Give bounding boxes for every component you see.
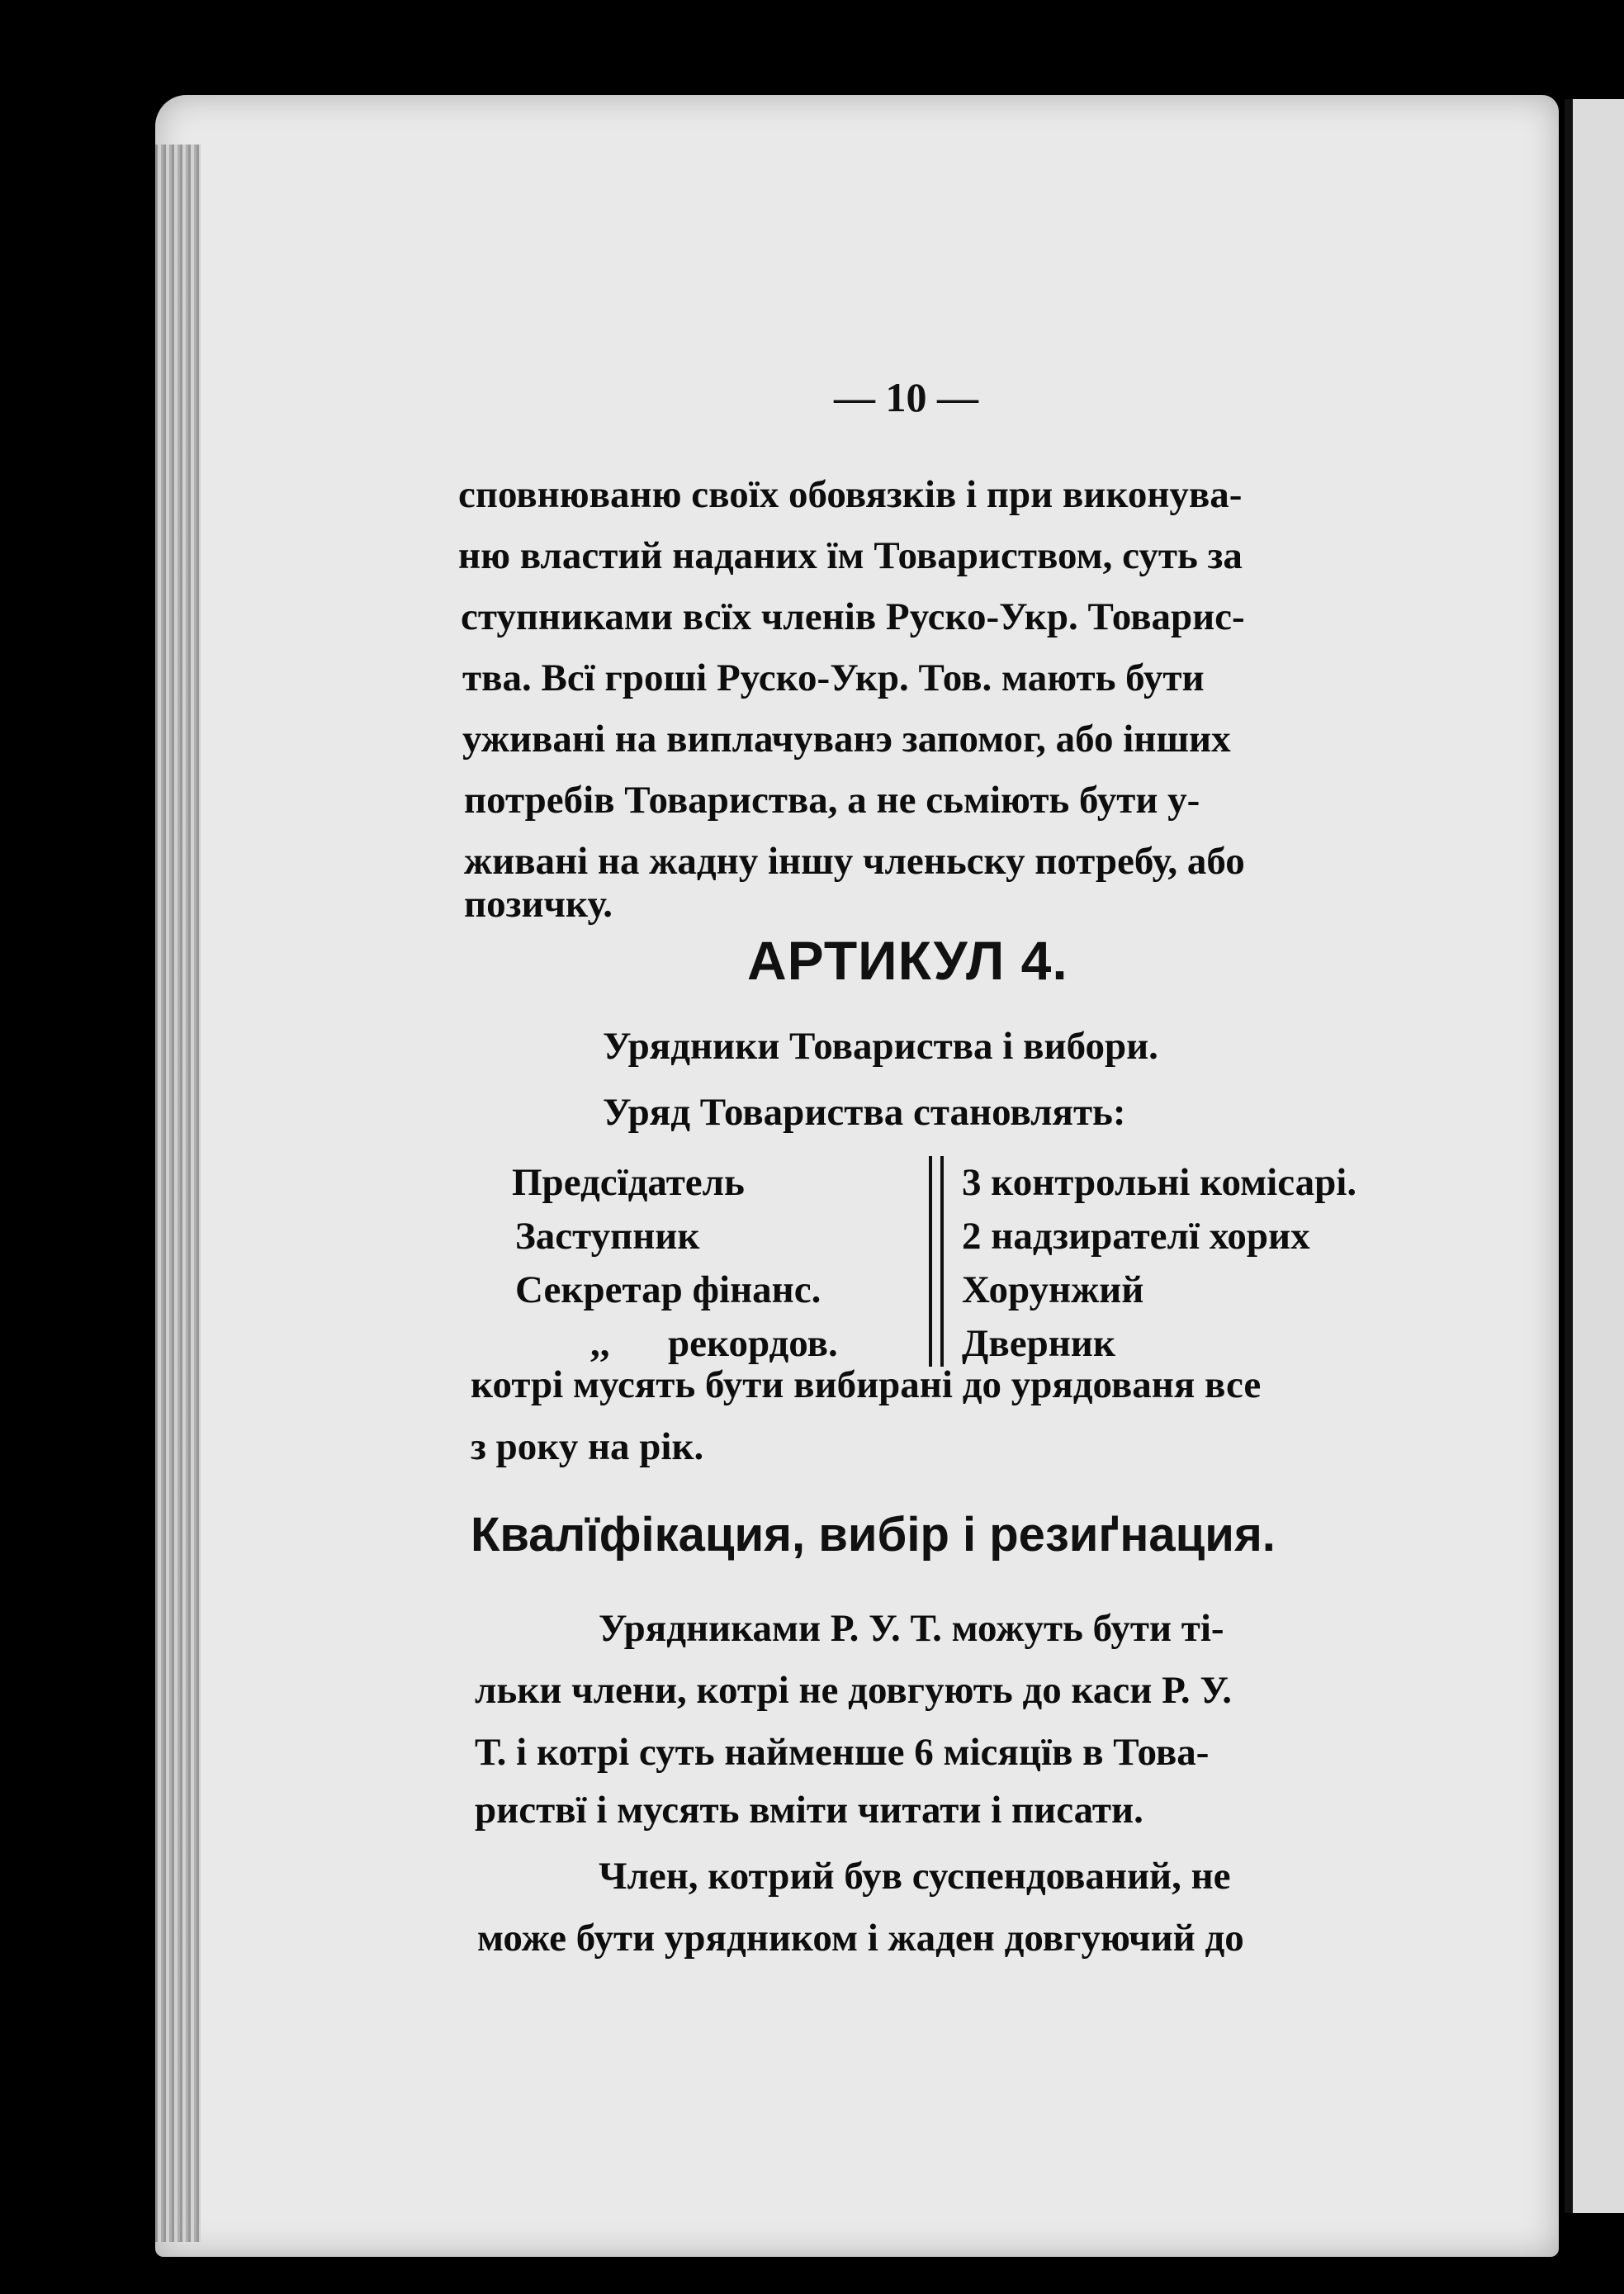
paragraph-line: Член, котрий був суспендований, не [599, 1855, 1231, 1898]
paragraph-line: тва. Всї гроші Руско-Укр. Тов. мають бути [462, 656, 1205, 699]
article-intro: Уряд Товариства становлять: [603, 1091, 1126, 1134]
paragraph-line: риствї і мусять вміти читати і писати. [475, 1789, 1143, 1832]
officer-item: ,, рекордов. [590, 1322, 838, 1365]
paragraph-line: може бути урядником і жаден довгуючий до [477, 1917, 1244, 1960]
officer-item: 3 контрольні комісарі. [962, 1161, 1357, 1204]
paragraph-line: позичку. [464, 883, 613, 926]
article-heading: АРТИКУЛ 4. [747, 930, 1068, 991]
paragraph-line: потребів Товариства, а не сьміють бути у- [464, 779, 1200, 822]
paragraph-line: Т. і котрі суть найменше 6 місяцїв в Това- [475, 1731, 1210, 1774]
officer-item: Заступник [515, 1215, 700, 1258]
adjacent-page-strip [1565, 99, 1624, 2213]
officer-item: Хорунжий [962, 1268, 1144, 1311]
paragraph-line: живані на жадну іншу членьску потребу, або [464, 840, 1245, 883]
officer-item: Дверник [962, 1322, 1115, 1365]
paragraph-line: Урядниками Р. У. Т. можуть бути ті- [599, 1607, 1224, 1650]
paragraph-line: ню властий наданих їм Товариством, суть за [458, 534, 1243, 577]
officers-list [512, 1156, 1461, 1371]
officer-item: Секретар фінанс. [515, 1268, 821, 1311]
page-number: — 10 — [834, 374, 978, 420]
paragraph-line: сповнюваню своїх обовязків і при виконува- [458, 473, 1243, 516]
officer-item: Предсїдатель [512, 1161, 745, 1204]
paragraph-line: льки члени, котрі не довгують до каси Р. У. [475, 1669, 1232, 1712]
paragraph-line: уживані на виплачуванэ запомог, або інших [462, 718, 1231, 761]
paragraph-line: ступниками всїх членів Руско-Укр. Товарис- [461, 595, 1245, 638]
paragraph-line: з року на рік. [471, 1425, 704, 1468]
section-heading: Квалїфікация, вибір і резиґнация. [471, 1508, 1276, 1562]
column-divider [929, 1156, 944, 1367]
article-subtitle: Урядники Товариства і вибори. [603, 1025, 1158, 1068]
paragraph-line: котрі мусять бути вибирані до урядованя все [471, 1363, 1262, 1406]
officers-right-column [962, 1156, 1356, 1371]
officer-item: 2 надзирателї хорих [962, 1215, 1310, 1258]
page-edge [155, 145, 201, 2242]
officers-left-column [512, 1156, 838, 1371]
